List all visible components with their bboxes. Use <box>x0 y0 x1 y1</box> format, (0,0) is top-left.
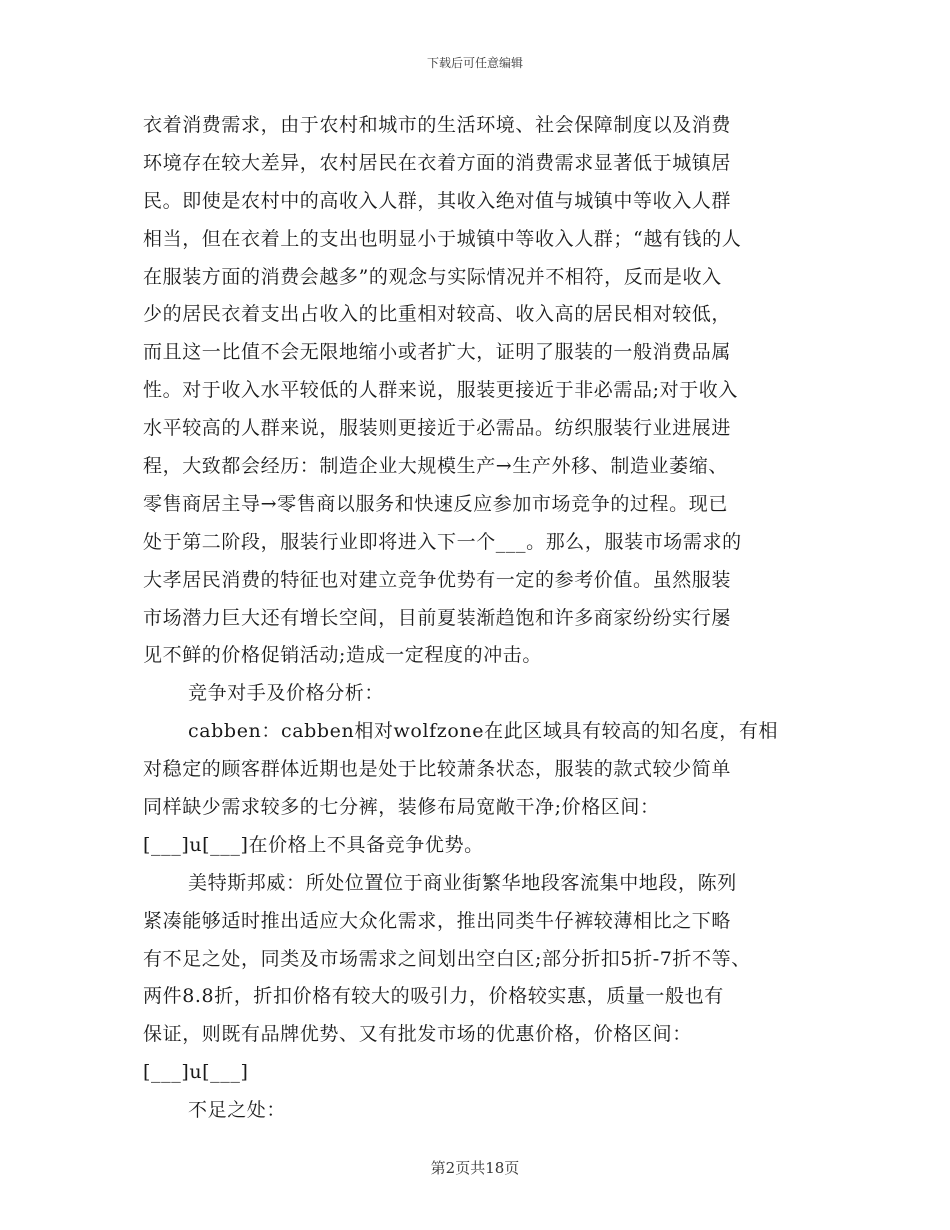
document-body <box>143 107 823 1130</box>
text-line: 相当，但在衣着上的支出也明显小于城镇中等收入人群；“越有钱的人 <box>143 227 742 250</box>
text-line: 美特斯邦威：所处位置位于商业街繁华地段客流集中地段，陈列 <box>188 871 737 894</box>
text-line: 对稳定的顾客群体近期也是处于比较萧条状态，服装的款式较少简单 <box>143 758 732 781</box>
text-line: 程，大致都会经历：制造企业大规模生产→生产外移、制造业萎缩、 <box>143 455 728 478</box>
text-line: 性。对于收入水平较低的人群来说，服装更接近于非必需品;对于收入 <box>143 379 739 402</box>
text-line: 不足之处： <box>188 1099 287 1122</box>
text-line: 同样缺少需求较多的七分裤，装修布局宽敞干净;价格区间： <box>143 796 660 819</box>
text-line: [___]u[___]在价格上不具备竞争优势。 <box>143 833 484 856</box>
text-line: 见不鲜的价格促销活动;造成一定程度的冲击。 <box>143 644 543 667</box>
text-line: cabben：cabben相对wolfzone在此区域具有较高的知名度，有相 <box>188 720 779 743</box>
text-line: 保证，则既有品牌优势、又有批发市场的优惠价格，价格区间： <box>143 1023 692 1046</box>
text-line: 衣着消费需求，由于农村和城市的生活环境、社会保障制度以及消费 <box>143 114 732 136</box>
text-line: 紧凑能够适时推出适应大众化需求，推出同类牛仔裤较薄相比之下略 <box>143 909 732 932</box>
page-header: 下载后可任意编辑 <box>426 56 523 70</box>
text-line: 少的居民衣着支出占收入的比重相对较高、收入高的居民相对较低， <box>143 303 732 326</box>
text-line: 零售商居主导→零售商以服务和快速反应参加市场竞争的过程。现已 <box>143 492 728 515</box>
text-line: 竞争对手及价格分析： <box>188 682 385 705</box>
text-line: 有不足之处，同类及市场需求之间划出空白区;部分折扣5折-7折不等、 <box>143 947 751 970</box>
text-line: 水平较高的人群来说，服装则更接近于必需品。纺织服装行业进展进 <box>143 417 732 440</box>
text-line: 而且这一比值不会无限地缩小或者扩大，证明了服装的一般消费品属 <box>143 341 732 364</box>
text-line: 在服装方面的消费会越多”的观念与实际情况并不相符，反而是收入 <box>143 265 722 288</box>
text-line: 环境存在较大差异，农村居民在衣着方面的消费需求显著低于城镇居 <box>143 151 732 174</box>
text-line: [___]u[___] <box>143 1061 249 1084</box>
text-line: 市场潜力巨大还有增长空间，目前夏装渐趋饱和许多商家纷纷实行屡 <box>143 606 732 629</box>
text-line: 处于第二阶段，服装行业即将进入下一个___。那么，服装市场需求的 <box>143 530 742 553</box>
text-line: 大孝居民消费的特征也对建立竞争优势有一定的参考价值。虽然服装 <box>143 568 732 591</box>
page-footer: 第2页共18页 <box>430 1159 520 1177</box>
text-line: 民。即使是农村中的高收入人群，其收入绝对值与城镇中等收入人群 <box>143 189 732 212</box>
text-line: 两件8.8折，折扣价格有较大的吸引力，价格较实惠，质量一般也有 <box>143 985 724 1008</box>
